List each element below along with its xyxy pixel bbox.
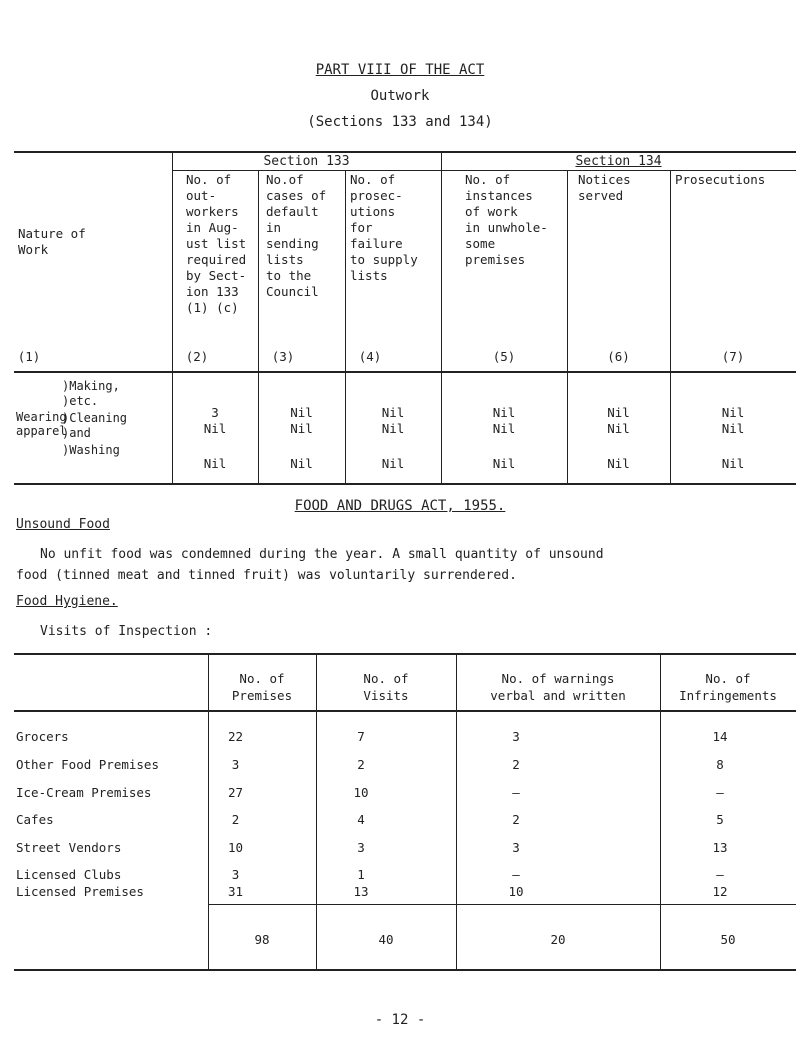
infringements-value: 5	[716, 812, 724, 827]
cleaning-outworkers: Nil	[203, 421, 227, 436]
header-premises-1: No. of	[239, 671, 285, 686]
premises-value: 22	[227, 729, 244, 744]
outwork-subtitle: Outwork	[370, 88, 430, 104]
warnings-value: 3	[512, 840, 520, 855]
infringements-value: 14	[712, 729, 728, 744]
total-infringements: 50	[720, 932, 736, 947]
cleaning-prosecutions-failure: Nil	[381, 421, 405, 436]
infringements-value: 13	[712, 840, 728, 855]
row-label: Licensed Premises	[16, 884, 144, 899]
row-label-washing: )Washing	[62, 443, 120, 457]
warnings-value: –	[512, 867, 520, 882]
cleaning-unwholesome: Nil	[492, 421, 516, 436]
col-number-6: (6)	[607, 349, 630, 364]
infringements-value: –	[716, 867, 724, 882]
row-label-making: )Making, )etc.	[62, 379, 120, 408]
unsound-food-heading: Unsound Food	[16, 517, 110, 532]
premises-value: 2	[231, 812, 240, 827]
visits-value: 4	[357, 812, 365, 827]
infringements-value: –	[716, 785, 724, 800]
cleaning-default: Nil	[290, 421, 313, 436]
header-warnings-1: No. of warnings	[501, 671, 615, 686]
row-group-label: Wearing apparel	[16, 410, 67, 438]
col-nature-of-work: Nature of Work	[18, 226, 86, 257]
total-warnings: 20	[550, 932, 566, 947]
washing-prosecutions-failure: Nil	[381, 456, 405, 471]
warnings-value: –	[512, 785, 520, 800]
col-prosecutions-failure: No. of prosec- utions for failure to supply lists	[350, 172, 418, 283]
section-134-header: Section 134	[575, 154, 662, 169]
food-hygiene-heading: Food Hygiene.	[16, 594, 118, 609]
premises-value: 27	[227, 785, 244, 800]
washing-unwholesome: Nil	[492, 456, 516, 471]
header-infringements-2: Infringements	[679, 688, 777, 703]
visits-value: 7	[357, 729, 365, 744]
row-label: Other Food Premises	[16, 757, 159, 772]
cleaning-prosecutions: Nil	[721, 421, 745, 436]
premises-value: 31	[227, 884, 244, 899]
making-unwholesome: Nil	[492, 405, 516, 420]
washing-default: Nil	[290, 456, 313, 471]
unsound-food-text-1: No unfit food was condemned during the year. A small quantity of unsound	[40, 547, 604, 562]
col-number-7: (7)	[721, 349, 745, 364]
total-premises: 98	[254, 932, 270, 947]
visits-value: 10	[353, 785, 369, 800]
col-notices: Notices served	[578, 172, 631, 203]
header-infringements-1: No. of	[705, 671, 751, 686]
warnings-value: 10	[508, 884, 524, 899]
part-heading: PART VIII OF THE ACT	[315, 62, 485, 78]
making-outworkers: 3	[211, 405, 219, 420]
col-number-1: (1)	[17, 349, 41, 364]
row-label: Grocers	[16, 729, 69, 744]
row-label: Cafes	[16, 812, 54, 827]
row-label: Licensed Clubs	[16, 867, 122, 882]
unsound-food-text-2: food (tinned meat and tinned fruit) was voluntarily surrendered.	[16, 568, 517, 583]
sections-subtitle: (Sections 133 and 134)	[307, 114, 493, 130]
header-visits-1: No. of	[363, 671, 409, 686]
col-prosecutions: Prosecutions	[675, 172, 766, 187]
col-number-2: (2)	[185, 349, 209, 364]
infringements-value: 8	[716, 757, 724, 772]
page-number: - 12 -	[374, 1012, 426, 1028]
warnings-value: 2	[512, 757, 520, 772]
making-default: Nil	[290, 405, 313, 420]
infringements-value: 12	[712, 884, 728, 899]
visits-value: 3	[357, 840, 365, 855]
food-drugs-title: FOOD AND DRUGS ACT, 1955.	[294, 498, 506, 514]
premises-value: 3	[231, 757, 240, 772]
col-number-4: (4)	[358, 349, 382, 364]
row-label: Street Vendors	[16, 840, 122, 855]
section-133-header: Section 133	[263, 154, 350, 169]
visits-value: 2	[357, 757, 365, 772]
header-visits-2: Visits	[363, 688, 409, 703]
washing-prosecutions: Nil	[721, 456, 745, 471]
visits-value: 13	[353, 884, 369, 899]
making-prosecutions: Nil	[721, 405, 745, 420]
washing-notices: Nil	[607, 456, 630, 471]
visits-label: Visits of Inspection :	[40, 624, 213, 639]
col-outworkers: No. of out- workers in Aug- ust list required by Sect- ion 133 (1) (c)	[186, 172, 247, 315]
header-premises-2: Premises	[231, 688, 293, 703]
col-number-5: (5)	[492, 349, 516, 364]
warnings-value: 2	[512, 812, 520, 827]
premises-value: 10	[227, 840, 244, 855]
cleaning-notices: Nil	[607, 421, 630, 436]
making-notices: Nil	[607, 405, 630, 420]
making-prosecutions-failure: Nil	[381, 405, 405, 420]
visits-value: 1	[357, 867, 365, 882]
total-visits: 40	[378, 932, 394, 947]
row-label: Ice-Cream Premises	[16, 785, 152, 800]
col-number-3: (3)	[271, 349, 295, 364]
washing-outworkers: Nil	[203, 456, 227, 471]
header-warnings-2: verbal and written	[490, 688, 626, 703]
col-cases-default: No.of cases of default in sending lists to the Council	[266, 172, 327, 299]
premises-value: 3	[231, 867, 240, 882]
warnings-value: 3	[512, 729, 520, 744]
row-label-cleaning: )Cleaning )and	[62, 411, 128, 440]
col-unwholesome: No. of instances of work in unwhole- some premises	[465, 172, 548, 267]
